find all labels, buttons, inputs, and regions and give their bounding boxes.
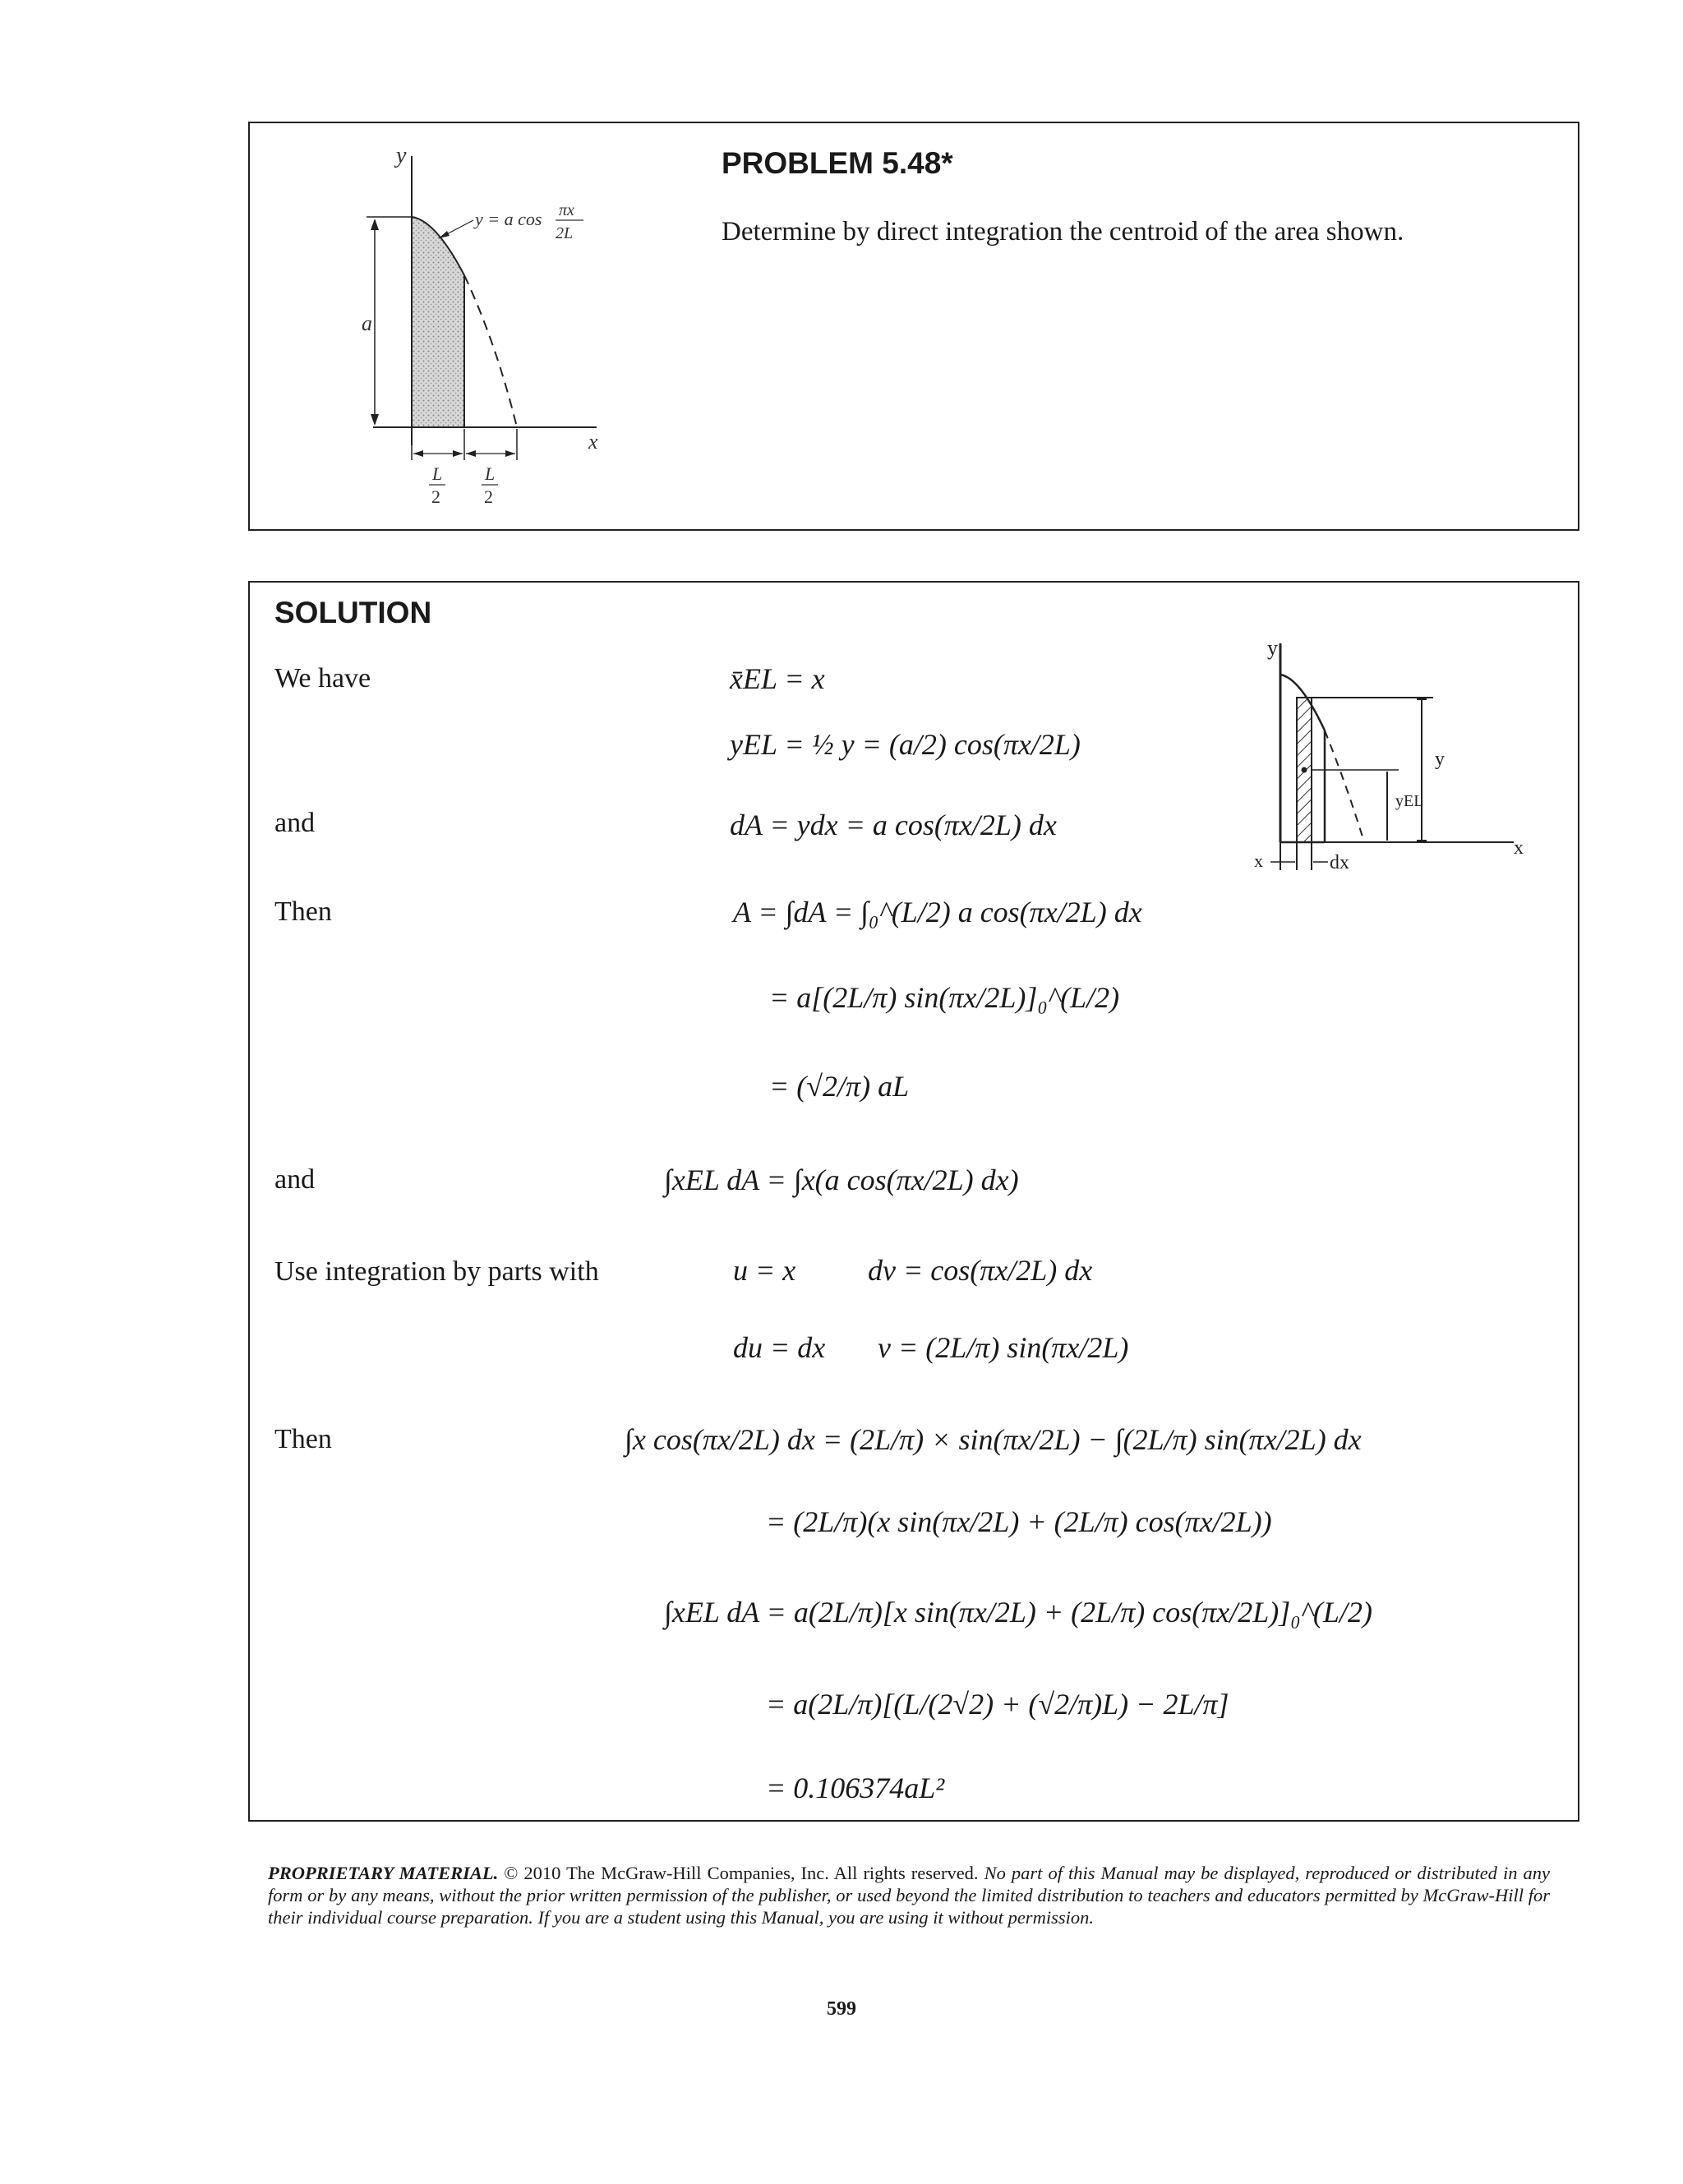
solution-box — [248, 581, 1579, 1822]
eq-parts-1: ∫x cos(πx/2L) dx = (2L/π) × sin(πx/2L) − ∫(2L/π) sin(πx/2L) dx — [625, 1423, 1362, 1456]
eq-A-2: = a[(2L/π) sin(πx/2L)]₀^(L/2) — [769, 981, 1120, 1014]
label-and-2: and — [274, 1164, 316, 1195]
eq-y-el: yEL = ½ y = (a/2) cos(πx/2L) — [730, 728, 1081, 761]
label-and-1: and — [274, 808, 316, 838]
width-label-2-num: L — [485, 463, 496, 484]
eq-du: du = dx — [733, 1331, 826, 1364]
problem-title: PROBLEM 5.48* — [722, 146, 953, 180]
problem-box — [248, 122, 1579, 531]
solution-title: SOLUTION — [274, 596, 432, 629]
label-use-parts: Use integration by parts with — [274, 1256, 599, 1287]
label-then-2: Then — [274, 1424, 332, 1454]
eq-result: = 0.106374aL² — [766, 1772, 945, 1804]
footer-notice — [268, 1862, 1550, 1928]
problem-statement: Determine by direct integration the centroid of the area shown. — [722, 217, 1404, 247]
sketch-y-axis-label: y — [1267, 636, 1278, 660]
eq-dA: dA = ydx = a cos(πx/2L) dx — [730, 809, 1057, 841]
eq-A-3: = (√2/π) aL — [769, 1070, 910, 1103]
eq-A-1: A = ∫dA = ∫₀^(L/2) a cos(πx/2L) dx — [733, 896, 1142, 928]
problem-figure — [250, 123, 710, 530]
svg-text:πx: πx — [559, 201, 574, 219]
eq-int-1: ∫xEL dA = a(2L/π)[x sin(πx/2L) + (2L/π) cos(πx/2L)]₀^(L/2) — [664, 1596, 1372, 1629]
eq-int-2: = a(2L/π)[(L/(2√2) + (√2/π)L) − 2L/π] — [766, 1688, 1229, 1721]
eq-xel-dA: ∫xEL dA = ∫x(a cos(πx/2L) dx) — [664, 1163, 1019, 1196]
footer-copyright: © 2010 The McGraw-Hill Companies, Inc. All rights reserved. — [504, 1863, 979, 1883]
label-we-have: We have — [274, 663, 371, 693]
eq-u: u = x — [733, 1254, 796, 1287]
sketch-yel-label: yEL — [1395, 792, 1424, 810]
svg-text:2L: 2L — [556, 224, 574, 242]
sketch-x-axis-label: x — [1514, 837, 1524, 859]
height-label: a — [362, 311, 372, 335]
x-axis-label: x — [588, 430, 598, 454]
eq-parts-2: = (2L/π)(x sin(πx/2L) + (2L/π) cos(πx/2L)) — [766, 1505, 1272, 1538]
y-axis-label: y — [396, 143, 407, 168]
width-label-2-den: 2 — [484, 486, 493, 507]
sketch-dx-label: dx — [1330, 852, 1349, 873]
eq-x-el: x̄EL = x — [730, 662, 825, 695]
width-label-1-den: 2 — [431, 486, 440, 507]
solution-sketch — [1243, 624, 1522, 895]
curve-dashed — [464, 275, 517, 427]
width-label-1-num: L — [432, 463, 443, 484]
footer-notice-text: No part of this Manual may be displayed, reproduced or distributed in any form or by any means, without the prior written permission of the publisher, or used beyond the limited distribution to teachers and educators permitted by McGraw-Hill for their individual course preparation. If you are a student using this Manual, you are using it without permission. — [268, 1863, 1550, 1928]
shaded-area — [412, 217, 464, 427]
curve-label-lhs: y = a cos — [475, 209, 542, 229]
sketch-y-label: y — [1435, 749, 1445, 770]
eq-dv: dv = cos(πx/2L) dx — [868, 1254, 1093, 1287]
footer-label: PROPRIETARY MATERIAL. — [268, 1863, 499, 1883]
sketch-x-label: x — [1254, 850, 1263, 871]
page-number: 599 — [827, 1998, 856, 2020]
label-then-1: Then — [274, 896, 332, 927]
eq-v: v = (2L/π) sin(πx/2L) — [878, 1331, 1129, 1364]
